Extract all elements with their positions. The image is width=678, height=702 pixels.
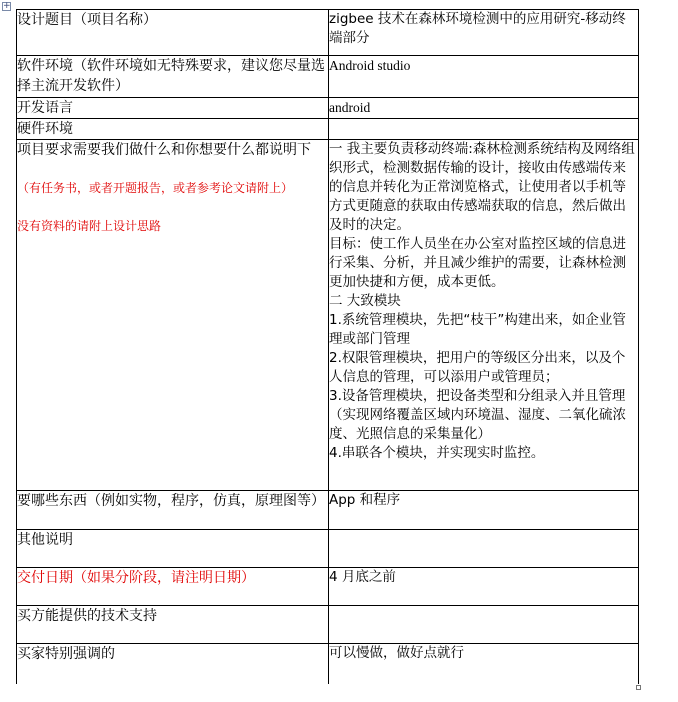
table-row: [17, 119, 639, 140]
value-delivery-date: 4 月底之前: [329, 568, 639, 606]
table-move-handle-icon[interactable]: +: [3, 1, 11, 11]
label-design-title: 设计题目（项目名称）: [17, 10, 329, 56]
requirement-line: 2.权限管理模块，把用户的等级区分出来，以及个人信息的管理，可以添用户或管理员；: [329, 350, 626, 385]
label-deliverables: 要哪些东西（例如实物，程序，仿真，原理图等）: [17, 491, 329, 530]
requirements-table: [16, 9, 639, 684]
value-software-env: Android studio: [329, 56, 639, 98]
label-delivery-date: 交付日期（如果分阶段，请注明日期）: [17, 568, 329, 606]
label-requirements: 项目要求需要我们做什么和你想要什么都说明下: [17, 142, 311, 158]
label-buyer-emphasis: 买家特别强调的: [17, 644, 329, 684]
table-row: [17, 98, 639, 119]
cell-requirements-value: [329, 140, 639, 491]
requirement-line: 1.系统管理模块，先把“枝干”构建出来，如企业管理或部门管理: [329, 312, 626, 347]
label-dev-language: 开发语言: [17, 98, 329, 119]
table-row: [17, 606, 639, 644]
requirement-line: 一 我主要负责移动终端:森林检测系统结构及网络组织形式，检测数据传输的设计，接收由传感端传来的信息并转化为正常浏览格式，让使用者以手机等方式更随意的获取由传感端获取的信息，然后做出及时的决定。: [329, 141, 635, 233]
requirement-line: 3.设备管理模块，把设备类型和分组录入并且管理（实现网络覆盖区域内环境温、湿度、二氧化硫浓度、光照信息的采集量化）: [329, 388, 626, 442]
table-row: [17, 530, 639, 568]
value-design-title: zigbee 技术在森林环境检测中的应用研究-移动终端部分: [329, 10, 639, 56]
requirement-line: 二 大致模块: [329, 293, 401, 309]
attachment-note: （有任务书，或者开题报告，或者参考论文请附上）: [17, 181, 294, 195]
table-row: [17, 10, 639, 56]
requirement-line: 4.串联各个模块，并实现实时监控。: [329, 445, 545, 461]
value-other-notes: [329, 530, 639, 568]
design-idea-note: 没有资料的请附上设计思路: [17, 219, 162, 233]
label-other-notes: 其他说明: [17, 530, 329, 568]
table-row: [17, 568, 639, 606]
label-software-env: 软件环境（软件环境如无特殊要求，建议您尽量选择主流开发软件）: [17, 56, 329, 98]
requirement-line: 目标：使工作人员坐在办公室对监控区域的信息进行采集、分析，并且减少维护的需要，让森林检测更加快捷和方便，成本更低。: [329, 236, 626, 290]
label-tech-support: 买方能提供的技术支持: [17, 606, 329, 644]
table-row: [17, 140, 639, 491]
label-hardware-env: 硬件环境: [17, 119, 329, 140]
cell-requirements-label: [17, 140, 329, 491]
table-row: [17, 56, 639, 98]
value-deliverables: App 和程序: [329, 491, 639, 530]
value-dev-language: android: [329, 98, 639, 119]
value-hardware-env: [329, 119, 639, 140]
value-tech-support: [329, 606, 639, 644]
table-row: [17, 491, 639, 530]
value-buyer-emphasis: 可以慢做，做好点就行: [329, 644, 639, 684]
table-row: [17, 644, 639, 684]
table-resize-handle[interactable]: [636, 685, 641, 690]
